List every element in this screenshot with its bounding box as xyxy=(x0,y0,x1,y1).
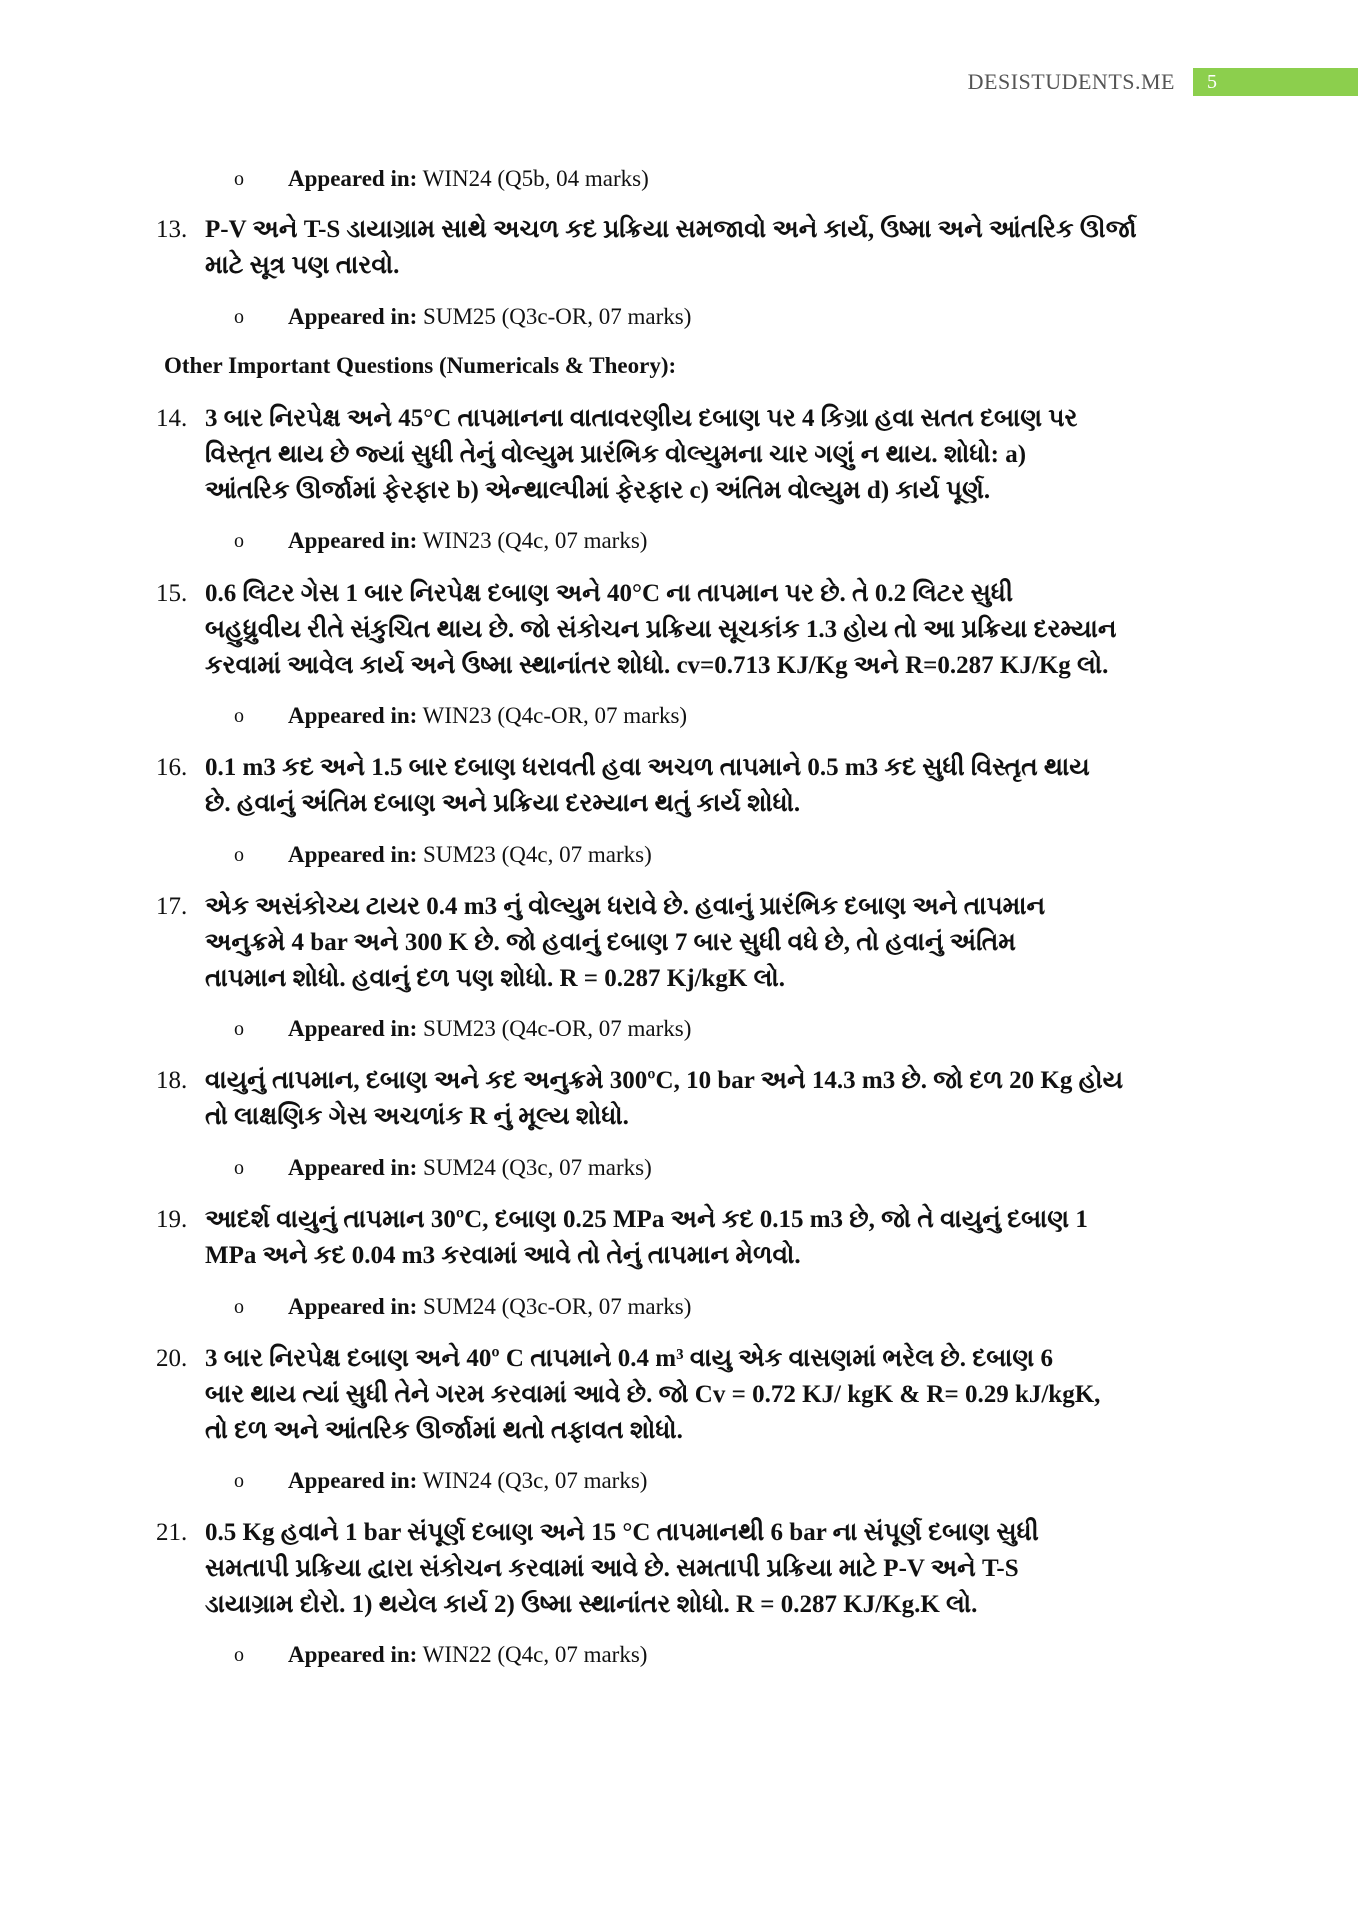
question-line: તાપમાન શોધો. હવાનું દળ પણ શોધો. R = 0.287 Kj/kgK લો. xyxy=(205,965,785,992)
question-19 xyxy=(156,1202,1205,1274)
appeared-label: Appeared in: xyxy=(288,166,418,191)
appeared-label: Appeared in: xyxy=(288,528,418,553)
question-number: 18. xyxy=(156,1067,188,1094)
page-number: 5 xyxy=(1193,68,1358,96)
question-line: P-V અને T-S ડાયાગ્રામ સાથે અચળ કદ પ્રક્રિયા સમજાવો અને કાર્ય, ઉષ્મા અને આંતરિક ઊર્જા xyxy=(205,216,1137,243)
appeared-label: Appeared in: xyxy=(288,1155,418,1180)
question-line: ડાયાગ્રામ દોરો. 1) થયેલ કાર્ય 2) ઉષ્મા સ્થાનાંતર શોધો. R = 0.287 KJ/Kg.K લો. xyxy=(205,1591,978,1618)
bullet-icon: o xyxy=(234,168,244,190)
question-line: વિસ્તૃત થાય છે જ્યાં સુધી તેનું વોલ્યુમ પ્રારંભિક વોલ્યુમના ચાર ગણું ન થાય. શોધો: a) xyxy=(205,441,1027,468)
appeared-value: WIN22 (Q4c, 07 marks) xyxy=(417,1642,648,1667)
appeared-in xyxy=(234,526,648,556)
appeared-label: Appeared in: xyxy=(288,1468,418,1493)
appeared-label: Appeared in: xyxy=(288,842,418,867)
question-line: 0.5 Kg હવાને 1 bar સંપૂર્ણ દબાણ અને 15 °C તાપમાનથી 6 bar ના સંપૂર્ણ દબાણ સુધી xyxy=(205,1519,1039,1546)
bullet-icon: o xyxy=(234,705,244,727)
appeared-value: WIN24 (Q5b, 04 marks) xyxy=(417,166,649,191)
question-line: અનુક્રમે 4 bar અને 300 K છે. જો હવાનું દબાણ 7 બાર સુધી વધે છે, તો હવાનું અંતિમ xyxy=(205,929,1016,956)
bullet-icon: o xyxy=(234,1644,244,1666)
question-line: 3 બાર નિરપેક્ષ દબાણ અને 40º C તાપમાને 0.4 m³ વાયુ એક વાસણમાં ભરેલ છે. દબાણ 6 xyxy=(205,1345,1053,1372)
question-number: 19. xyxy=(156,1206,188,1233)
question-number: 21. xyxy=(156,1519,188,1546)
appeared-value: SUM24 (Q3c, 07 marks) xyxy=(417,1155,652,1180)
appeared-label: Appeared in: xyxy=(288,1294,418,1319)
question-20 xyxy=(156,1341,1205,1449)
appeared-value: SUM23 (Q4c, 07 marks) xyxy=(417,842,652,867)
question-line: MPa અને કદ 0.04 m3 કરવામાં આવે તો તેનું તાપમાન મેળવો. xyxy=(205,1242,801,1269)
appeared-label: Appeared in: xyxy=(288,1016,418,1041)
question-number: 15. xyxy=(156,580,188,607)
question-line: વાયુનું તાપમાન, દબાણ અને કદ અનુક્રમે 300ºC, 10 bar અને 14.3 m3 છે. જો દળ 20 Kg હોય xyxy=(205,1067,1124,1094)
bullet-icon: o xyxy=(234,306,244,328)
appeared-value: WIN23 (Q4c, 07 marks) xyxy=(417,528,648,553)
question-number: 20. xyxy=(156,1345,188,1372)
appeared-in xyxy=(234,1292,692,1322)
bullet-icon: o xyxy=(234,1296,244,1318)
question-line: સમતાપી પ્રક્રિયા દ્વારા સંકોચન કરવામાં આવે છે. સમતાપી પ્રક્રિયા માટે P-V અને T-S xyxy=(205,1555,1019,1582)
appeared-label: Appeared in: xyxy=(288,1642,418,1667)
question-line: બાર થાય ત્યાં સુધી તેને ગરમ કરવામાં આવે છે. જો Cv = 0.72 KJ/ kgK & R= 0.29 kJ/kgK, xyxy=(205,1381,1101,1408)
appeared-in xyxy=(234,840,652,870)
question-18 xyxy=(156,1063,1205,1135)
question-line: એક અસંકોચ્ય ટાયર 0.4 m3 નું વોલ્યુમ ધરાવે છે. હવાનું પ્રારંભિક દબાણ અને તાપમાન xyxy=(205,893,1046,920)
question-line: 0.1 m3 કદ અને 1.5 બાર દબાણ ધરાવતી હવા અચળ તાપમાને 0.5 m3 કદ સુધી વિસ્તૃત થાય xyxy=(205,754,1090,781)
appeared-value: SUM25 (Q3c-OR, 07 marks) xyxy=(417,304,692,329)
appeared-value: WIN24 (Q3c, 07 marks) xyxy=(417,1468,648,1493)
question-line: માટે સૂત્ર પણ તારવો. xyxy=(205,252,400,279)
question-16 xyxy=(156,750,1205,822)
bullet-icon: o xyxy=(234,1470,244,1492)
site-name: DESISTUDENTS.ME xyxy=(967,69,1175,94)
appeared-in xyxy=(234,1153,652,1183)
question-number: 14. xyxy=(156,405,188,432)
appeared-in xyxy=(234,1014,692,1044)
page-header xyxy=(968,68,1358,96)
question-line: છે. હવાનું અંતિમ દબાણ અને પ્રક્રિયા દરમ્યાન થતું કાર્ય શોધો. xyxy=(205,790,801,817)
question-number: 13. xyxy=(156,216,188,243)
question-13 xyxy=(156,212,1205,284)
question-line: 3 બાર નિરપેક્ષ અને 45°C તાપમાનના વાતાવરણીય દબાણ પર 4 કિગ્રા હવા સતત દબાણ પર xyxy=(205,405,1078,432)
appeared-in xyxy=(234,1640,648,1670)
appeared-in xyxy=(234,302,692,332)
question-14 xyxy=(156,401,1205,509)
question-line: તો દળ અને આંતરિક ઊર્જામાં થતો તફાવત શોધો. xyxy=(205,1417,683,1444)
appeared-label: Appeared in: xyxy=(288,703,418,728)
appeared-label: Appeared in: xyxy=(288,304,418,329)
question-number: 16. xyxy=(156,754,188,781)
appeared-value: WIN23 (Q4c-OR, 07 marks) xyxy=(417,703,688,728)
bullet-icon: o xyxy=(234,1018,244,1040)
question-line: 0.6 લિટર ગેસ 1 બાર નિરપેક્ષ દબાણ અને 40°C ના તાપમાન પર છે. તે 0.2 લિટર સુધી xyxy=(205,580,1014,607)
question-21 xyxy=(156,1515,1205,1623)
bullet-icon: o xyxy=(234,844,244,866)
question-15 xyxy=(156,576,1205,684)
question-line: આંતરિક ઊર્જામાં ફેરફાર b) એન્થાલ્પીમાં ફેરફાર c) અંતિમ વોલ્યુમ d) કાર્ય પૂર્ણ. xyxy=(205,477,991,504)
appeared-in xyxy=(234,1466,648,1496)
bullet-icon: o xyxy=(234,1157,244,1179)
question-line: આદર્શ વાયુનું તાપમાન 30ºC, દબાણ 0.25 MPa અને કદ 0.15 m3 છે, જો તે વાયુનું દબાણ 1 xyxy=(205,1206,1088,1233)
question-17 xyxy=(156,889,1205,997)
appeared-in xyxy=(234,164,649,194)
appeared-in xyxy=(234,701,688,731)
appeared-value: SUM24 (Q3c-OR, 07 marks) xyxy=(417,1294,692,1319)
appeared-value: SUM23 (Q4c-OR, 07 marks) xyxy=(417,1016,692,1041)
section-heading: Other Important Questions (Numericals & Theory): xyxy=(164,353,677,378)
bullet-icon: o xyxy=(234,530,244,552)
question-line: કરવામાં આવેલ કાર્ય અને ઉષ્મા સ્થાનાંતર શોધો. cv=0.713 KJ/Kg અને R=0.287 KJ/Kg લો. xyxy=(205,652,1109,679)
question-line: તો લાક્ષણિક ગેસ અચળાંક R નું મૂલ્ય શોધો. xyxy=(205,1103,629,1130)
question-line: બહુધ્રુવીય રીતે સંકુચિત થાય છે. જો સંકોચન પ્રક્રિયા સૂચકાંક 1.3 હોય તો આ પ્રક્રિયા દરમ્યાન xyxy=(205,616,1117,643)
question-number: 17. xyxy=(156,893,188,920)
